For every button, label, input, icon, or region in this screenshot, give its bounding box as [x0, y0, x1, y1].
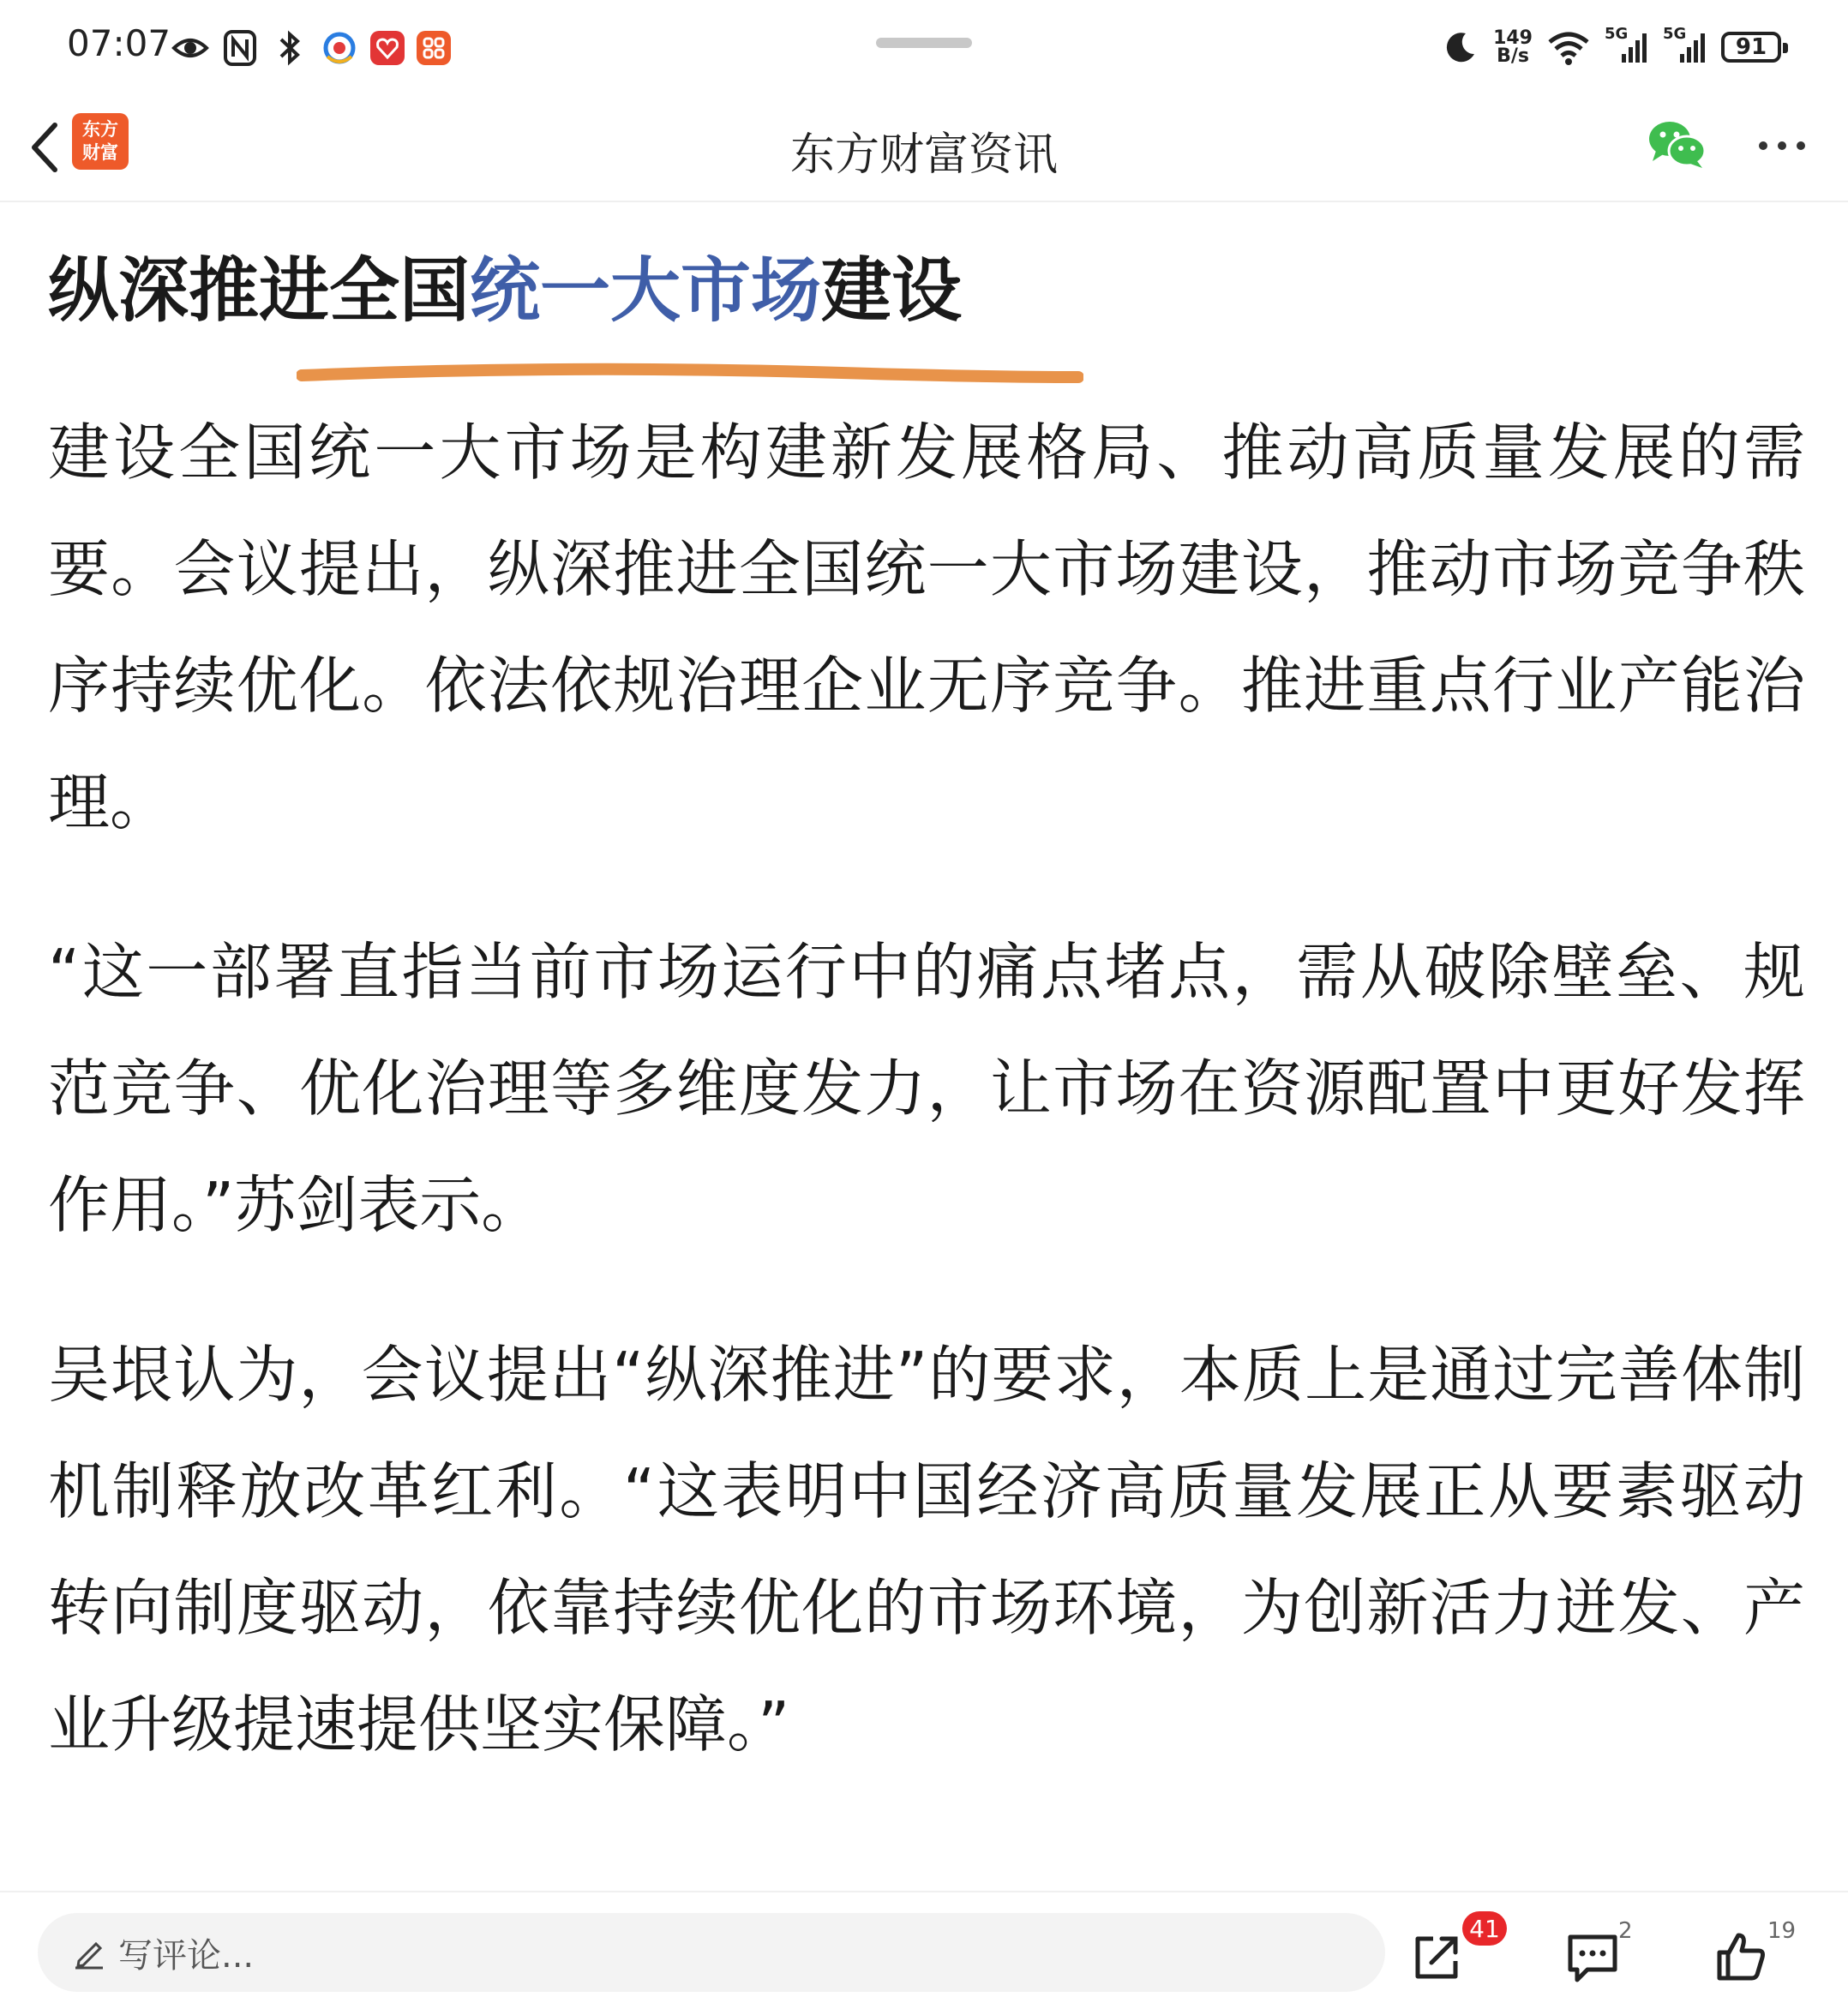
status-right-icons: [1442, 24, 1781, 70]
drag-handle[interactable]: [876, 38, 972, 48]
app-notification-icon: [370, 31, 405, 65]
battery-level: 91: [1735, 34, 1767, 60]
article-headline: [48, 249, 1805, 343]
nfc-icon: [221, 29, 259, 67]
bluetooth-icon: [271, 29, 309, 67]
pencil-icon: [72, 1935, 106, 1970]
more-menu-button[interactable]: [1752, 120, 1812, 171]
app-bar: [0, 94, 1848, 202]
headline-highlight: 统一大市场: [470, 250, 822, 332]
wechat-share-button[interactable]: [1647, 118, 1707, 170]
comment-icon: [1565, 1930, 1620, 1985]
moon-icon: [1442, 28, 1479, 66]
status-left-icons: [171, 26, 451, 70]
headline-part1: 纵深推进全国: [48, 250, 471, 332]
cellular-signal-icon: [1663, 25, 1707, 66]
app-notification-icon: [321, 29, 358, 67]
page-title: 东方财富资讯: [789, 129, 1058, 181]
like-button[interactable]: [1707, 1923, 1776, 1992]
network-speed-value: 149: [1493, 27, 1533, 49]
network-speed: [1493, 29, 1533, 65]
status-bar: [0, 0, 1848, 94]
article-body: [48, 249, 1805, 1783]
more-horizontal-icon: [1756, 139, 1808, 153]
battery-indicator: [1721, 32, 1781, 63]
bottom-action-bar: [0, 1891, 1848, 2009]
brand-logo-line1: 东方: [82, 119, 118, 140]
app-notification-icon: [417, 31, 451, 65]
share-icon: [1409, 1930, 1464, 1985]
signal-1-label: 5G: [1605, 25, 1629, 43]
wifi-icon: [1546, 28, 1591, 66]
headline-part2: 建设: [821, 250, 963, 332]
eye-icon: [171, 29, 209, 67]
article-paragraph: 吴垠认为，会议提出“纵深推进”的要求，本质上是通过完善体制机制释放改革红利。“这表明中国经济高质量发展正从要素驱动转向制度驱动，依靠持续优化的市场环境，为创新活力迸发、产业升级提速提供坚实保障。”: [48, 1339, 1805, 1760]
article-paragraph: 建设全国统一大市场是构建新发展格局、推动高质量发展的需要。会议提出，纵深推进全国统一大市场建设，推动市场竞争秩序持续优化。依法依规治理企业无序竞争。推进重点行业产能治理。: [48, 417, 1805, 838]
like-count: 19: [1767, 1918, 1797, 1944]
share-count-badge: 41: [1462, 1911, 1507, 1946]
article-paragraph: “这一部署直指当前市场运行中的痛点堵点，需从破除壁垒、规范竞争、优化治理等多维度发力，让市场在资源配置中更好发挥作用。”苏剑表示。: [48, 936, 1805, 1241]
comment-count: 2: [1618, 1918, 1633, 1944]
thumbs-up-icon: [1714, 1930, 1769, 1985]
comments-button[interactable]: [1558, 1923, 1627, 1992]
share-button[interactable]: [1402, 1923, 1471, 1992]
headline-underline: [297, 358, 1083, 393]
comment-input[interactable]: [38, 1913, 1385, 1992]
network-speed-unit: B/s: [1497, 45, 1529, 67]
brand-logo-line2: 财富: [82, 142, 118, 163]
signal-2-label: 5G: [1663, 25, 1687, 43]
comment-placeholder: 写评论...: [118, 1935, 255, 1976]
status-time: 07:07: [67, 22, 171, 64]
cellular-signal-icon: [1605, 25, 1649, 66]
wechat-icon: [1647, 118, 1707, 170]
